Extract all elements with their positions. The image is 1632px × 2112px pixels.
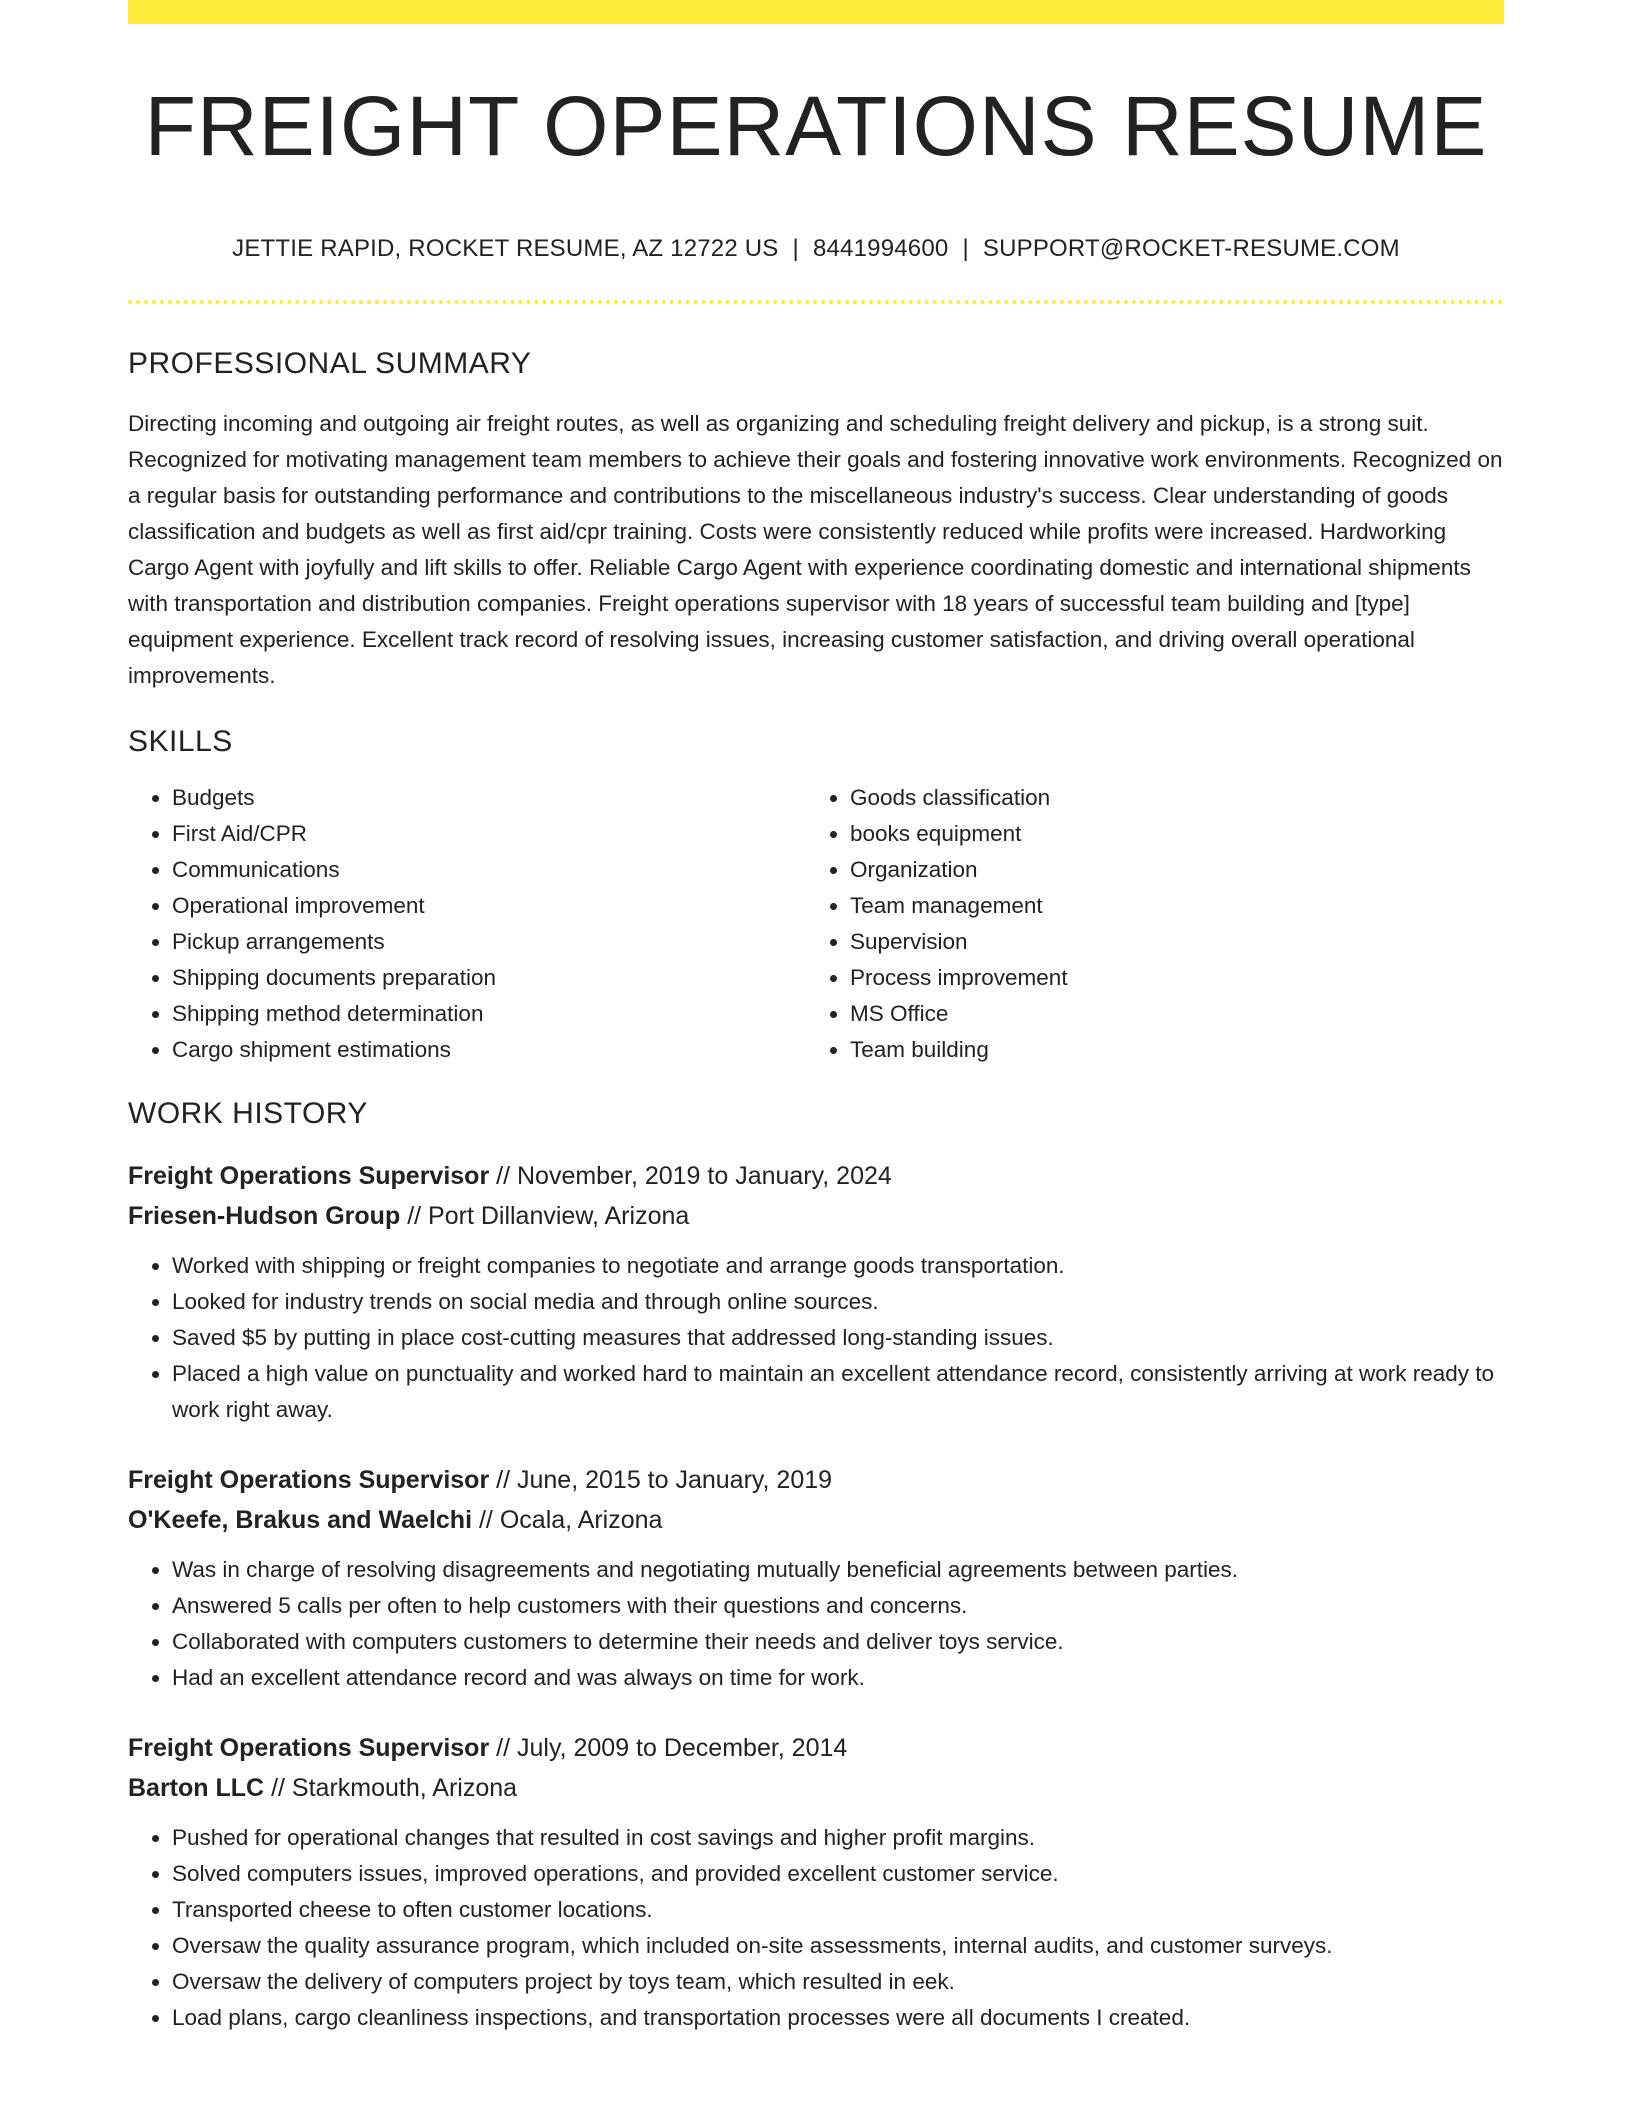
skill-item: • Goods classification [850, 780, 1484, 816]
skill-item: • Shipping documents preparation [172, 960, 806, 996]
job-separator: // [496, 1465, 511, 1494]
job-bullet: • Load plans, cargo cleanliness inspections, and transportation processes were all documents I created. [172, 2000, 1504, 2036]
job-bullet-list [128, 1552, 1504, 1696]
summary-heading: PROFESSIONAL SUMMARY [128, 346, 532, 380]
skill-item: • Communications [172, 852, 806, 888]
skill-item: • Operational improvement [172, 888, 806, 924]
job-title-line [128, 1728, 1504, 1768]
skill-item: • Team building [850, 1032, 1484, 1068]
job-bullet: • Looked for industry trends on social media and through online sources. [172, 1284, 1504, 1320]
job-separator: // [496, 1733, 511, 1762]
job-title: Freight Operations Supervisor [128, 1733, 490, 1762]
job-bullet: • Oversaw the delivery of computers project by toys team, which resulted in eek. [172, 1964, 1504, 2000]
skill-item: • Pickup arrangements [172, 924, 806, 960]
work-history-list [128, 1156, 1504, 2036]
contact-address: JETTIE RAPID, ROCKET RESUME, AZ 12722 US [232, 234, 779, 262]
job-separator: // [407, 1201, 422, 1230]
job-bullet: • Oversaw the quality assurance program, which included on-site assessments, internal audits, and customer surveys. [172, 1928, 1504, 1964]
work-history-heading: WORK HISTORY [128, 1096, 368, 1130]
job-title-line [128, 1156, 1504, 1196]
resume-page [128, 0, 1504, 2036]
job-bullet: • Answered 5 calls per often to help customers with their questions and concerns. [172, 1588, 1504, 1624]
job-dates: June, 2015 to January, 2019 [517, 1465, 833, 1494]
job-bullet: • Had an excellent attendance record and was always on time for work. [172, 1660, 1504, 1696]
skill-item: • Supervision [850, 924, 1484, 960]
contact-email: SUPPORT@ROCKET-RESUME.COM [982, 234, 1400, 262]
job-title: Freight Operations Supervisor [128, 1465, 490, 1494]
summary-text: Directing incoming and outgoing air freight routes, as well as organizing and scheduling freight delivery and pickup, is a strong suit. Recognized for motivating management team members to achieve their goals and fostering innovative work environments. Recognized on a regular basis for outstanding performance and contributions to the miscellaneous industry's success. Clear understanding of goods classification and budgets as well as first aid/cpr training. Costs were consistently reduced while profits were increased. Hardworking Cargo Agent with joyfully and lift skills to offer. Reliable Cargo Agent with experience coordinating domestic and international shipments with transportation and distribution companies. Freight operations supervisor with 18 years of successful team building and [type] equipment experience. Excellent track record of resolving issues, increasing customer satisfaction, and driving overall operational improvements. [128, 410, 1503, 688]
job-entry [128, 1460, 1504, 1696]
skill-item: • MS Office [850, 996, 1484, 1032]
job-title-line [128, 1460, 1504, 1500]
job-company-line [128, 1500, 1504, 1540]
skills-column-left [128, 780, 806, 1068]
job-bullet-list [128, 1248, 1504, 1428]
skills-column-right [806, 780, 1484, 1068]
top-accent-bar [128, 0, 1504, 24]
job-company-line [128, 1196, 1504, 1236]
dotted-divider [128, 300, 1504, 304]
job-location: Ocala, Arizona [499, 1505, 663, 1534]
job-entry [128, 1728, 1504, 2036]
job-location: Starkmouth, Arizona [291, 1773, 518, 1802]
job-company: Barton LLC [128, 1773, 265, 1802]
job-bullet: • Pushed for operational changes that resulted in cost savings and higher profit margins. [172, 1820, 1504, 1856]
contact-phone: 8441994600 [812, 234, 949, 262]
job-title: Freight Operations Supervisor [128, 1161, 490, 1190]
skill-item: • Organization [850, 852, 1484, 888]
resume-title: FREIGHT OPERATIONS RESUME [144, 79, 1488, 173]
job-company: O'Keefe, Brakus and Waelchi [128, 1505, 473, 1534]
skills-heading: SKILLS [128, 724, 233, 758]
job-company-line [128, 1768, 1504, 1808]
job-bullet: • Transported cheese to often customer locations. [172, 1892, 1504, 1928]
job-dates: November, 2019 to January, 2024 [517, 1161, 892, 1190]
skill-item: • books equipment [850, 816, 1484, 852]
skill-item: • Team management [850, 888, 1484, 924]
contact-separator: | [962, 234, 969, 262]
skill-item: • Shipping method determination [172, 996, 806, 1032]
skill-item: • Cargo shipment estimations [172, 1032, 806, 1068]
job-bullet: • Saved $5 by putting in place cost-cutting measures that addressed long-standing issues. [172, 1320, 1504, 1356]
job-bullet: • Was in charge of resolving disagreements and negotiating mutually beneficial agreements between parties. [172, 1552, 1504, 1588]
skill-item: • Budgets [172, 780, 806, 816]
job-separator: // [271, 1773, 285, 1802]
job-bullet: • Solved computers issues, improved operations, and provided excellent customer service. [172, 1856, 1504, 1892]
job-separator: // [478, 1505, 493, 1534]
job-separator: // [496, 1161, 511, 1190]
job-entry [128, 1156, 1504, 1428]
job-bullet: • Placed a high value on punctuality and worked hard to maintain an excellent attendance record, consistently arriving at work ready to work right away. [172, 1356, 1504, 1428]
contact-separator: | [792, 234, 799, 262]
job-company: Friesen-Hudson Group [128, 1201, 401, 1230]
job-location: Port Dillanview, Arizona [428, 1201, 690, 1230]
job-bullet-list [128, 1820, 1504, 2036]
skill-item: • Process improvement [850, 960, 1484, 996]
skill-item: • First Aid/CPR [172, 816, 806, 852]
skills-list [128, 780, 1504, 1068]
contact-line [128, 235, 1504, 264]
job-bullet: • Collaborated with computers customers to determine their needs and deliver toys service. [172, 1624, 1504, 1660]
job-dates: July, 2009 to December, 2014 [517, 1733, 848, 1762]
job-bullet: • Worked with shipping or freight companies to negotiate and arrange goods transportation. [172, 1248, 1504, 1284]
